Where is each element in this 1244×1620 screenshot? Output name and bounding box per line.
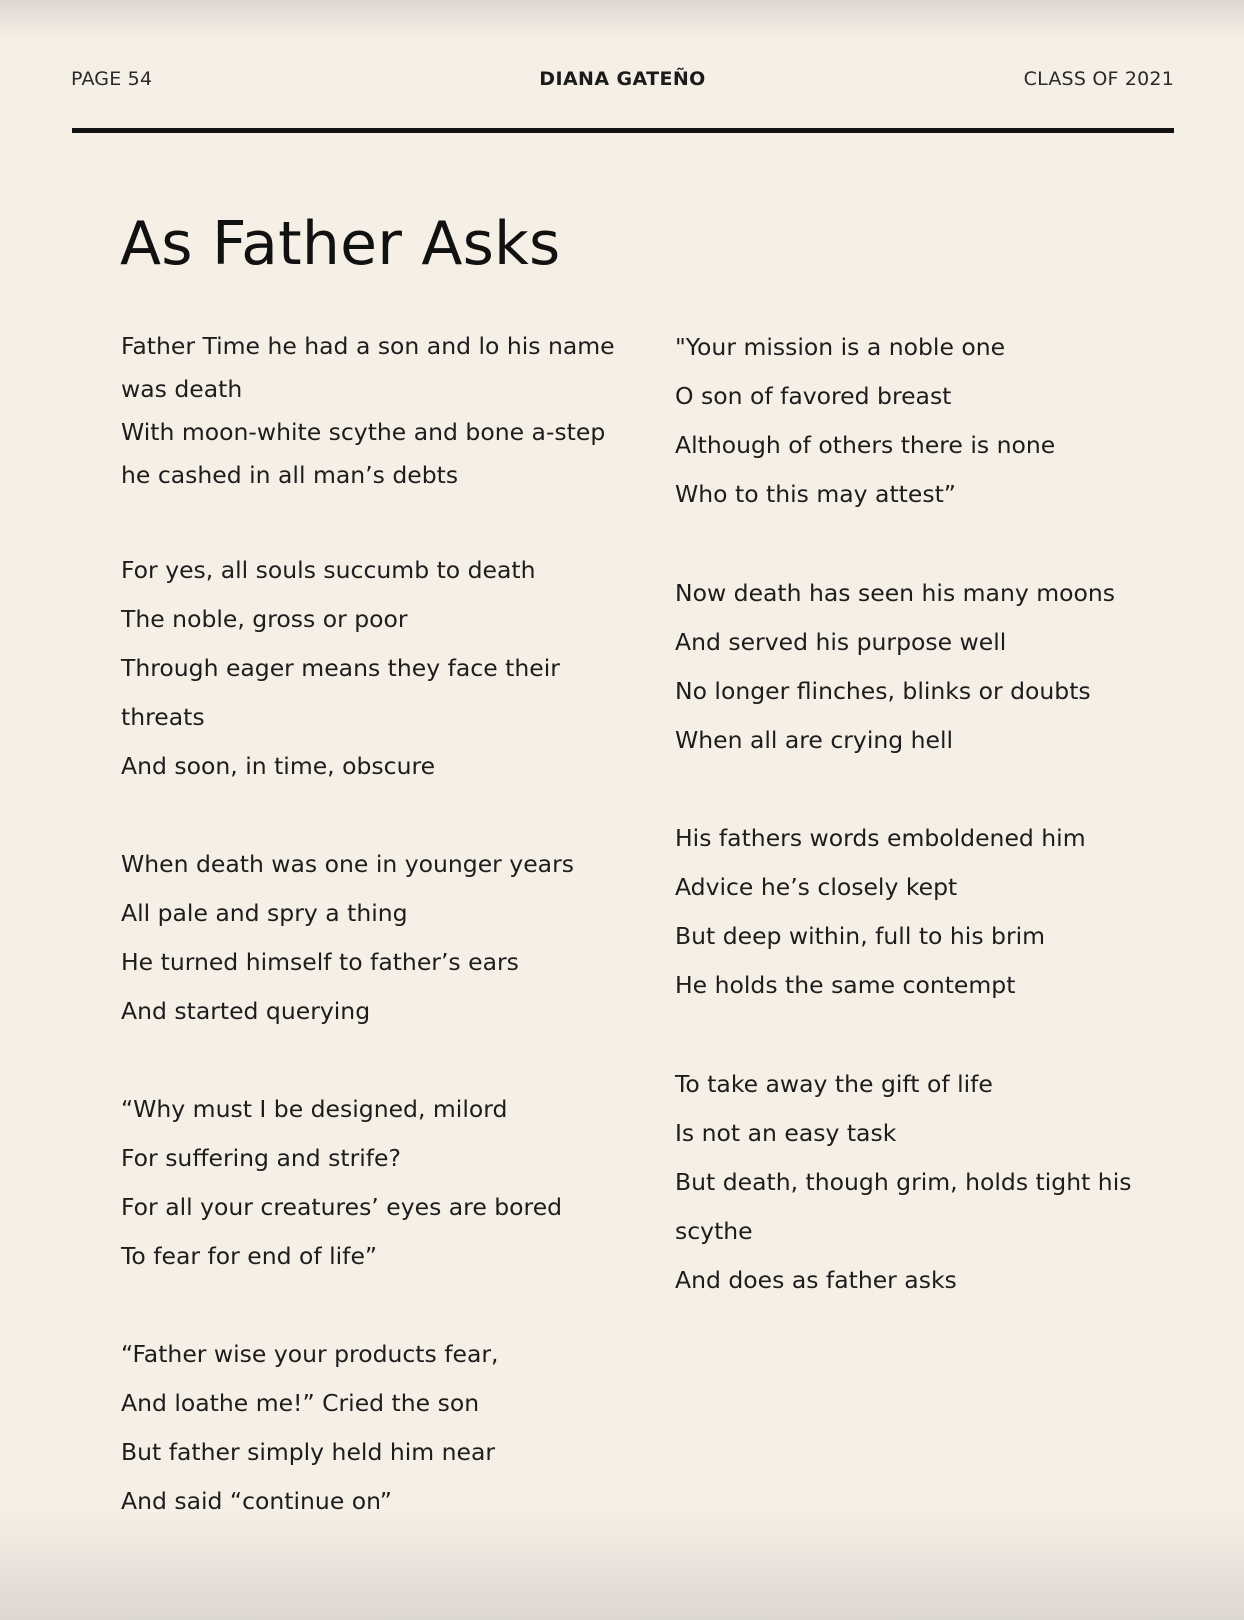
poem-line: No longer flinches, blinks or doubts: [675, 677, 1091, 705]
poem-line: he cashed in all man’s debts: [121, 461, 459, 489]
header-divider: [72, 128, 1174, 133]
poem-line: But father simply held him near: [121, 1438, 496, 1466]
poem-line: The noble, gross or poor: [121, 605, 408, 633]
stanza: [121, 1330, 621, 1526]
stanza: [121, 840, 621, 1036]
poem-line: When all are crying hell: [675, 726, 954, 754]
poem-line: Although of others there is none: [675, 431, 1056, 459]
poem-line: And does as father asks: [675, 1266, 957, 1294]
poem-line: Who to this may attest”: [675, 480, 956, 508]
poem-line: Advice he’s closely kept: [675, 873, 958, 901]
poem-line: His fathers words emboldened him: [675, 824, 1086, 852]
stanza: [121, 1085, 621, 1281]
poem-line: He turned himself to father’s ears: [121, 948, 519, 976]
poem-line: O son of favored breast: [675, 382, 952, 410]
poem-line: And loathe me!” Cried the son: [121, 1389, 480, 1417]
poem-line: And started querying: [121, 997, 371, 1025]
poem-line: scythe: [675, 1217, 753, 1245]
poem-line: And served his purpose well: [675, 628, 1007, 656]
stanza: [121, 325, 621, 497]
poem-line: All pale and spry a thing: [121, 899, 408, 927]
poem-line: And said “continue on”: [121, 1487, 392, 1515]
stanza: [675, 323, 1175, 519]
poem-line: He holds the same contempt: [675, 971, 1016, 999]
poem-line: was death: [121, 375, 243, 403]
stanza: [675, 814, 1175, 1010]
poem-title: As Father Asks: [120, 209, 561, 279]
poem-line: "Your mission is a noble one: [675, 333, 1006, 361]
poem-line: “Why must I be designed, milord: [121, 1095, 508, 1123]
page-header: [71, 66, 1174, 94]
stanza: [121, 546, 621, 791]
poem-line: To fear for end of life”: [121, 1242, 378, 1270]
poem-line: For yes, all souls succumb to death: [121, 556, 536, 584]
poem-line: threats: [121, 703, 205, 731]
poem-line: But death, though grim, holds tight his: [675, 1168, 1132, 1196]
poem-line: Now death has seen his many moons: [675, 579, 1116, 607]
author-name: DIANA GATEÑO: [539, 68, 706, 90]
class-year: CLASS OF 2021: [1023, 68, 1174, 90]
stanza: [675, 1060, 1175, 1305]
poem-line: For all your creatures’ eyes are bored: [121, 1193, 563, 1221]
poem-line: For suffering and strife?: [121, 1144, 401, 1172]
poem-line: With moon-white scythe and bone a-step: [121, 418, 606, 446]
page-number: PAGE 54: [71, 68, 153, 90]
poem-line: “Father wise your products fear,: [121, 1340, 499, 1368]
poem-line: But deep within, full to his brim: [675, 922, 1046, 950]
poem-line: When death was one in younger years: [121, 850, 574, 878]
poem-line: Is not an easy task: [675, 1119, 897, 1147]
stanza: [675, 569, 1175, 765]
poem-line: To take away the gift of life: [675, 1070, 993, 1098]
poem-line: Through eager means they face their: [121, 654, 560, 682]
poem-line: Father Time he had a son and lo his name: [121, 332, 615, 360]
poem-line: And soon, in time, obscure: [121, 752, 436, 780]
